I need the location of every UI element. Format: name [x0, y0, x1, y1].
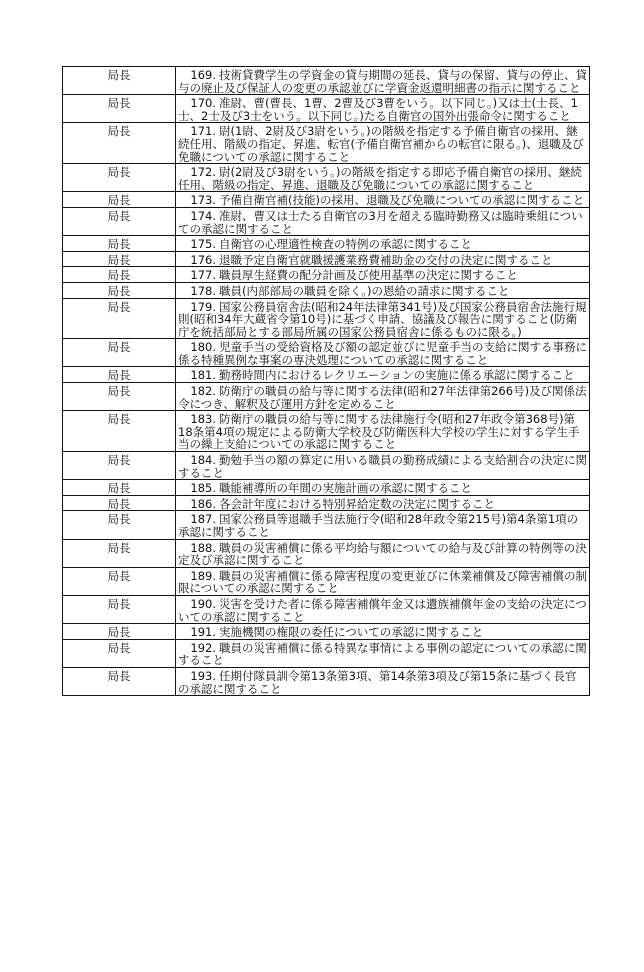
item-cell — [176, 282, 590, 298]
table-row — [63, 282, 590, 298]
table-row — [63, 267, 590, 283]
table-row — [63, 298, 590, 339]
item-text: 尉(2尉及び3尉をいう。)の階級を指定する即応予備自衛官の採用、継続任用、階級の指定、昇進、退職及び免職についての承認に関すること — [178, 165, 582, 192]
item-text: 防衛庁の職員の給与等に関する法律(昭和27年法律第266号)及び関係法令につき、解釈及び運用方針を定めること — [178, 384, 587, 411]
authority-cell: 局長 — [63, 339, 176, 367]
table-row — [63, 192, 590, 208]
authority-cell: 局長 — [63, 383, 176, 411]
authority-cell: 局長 — [63, 624, 176, 640]
item-number: 181. — [190, 368, 216, 383]
item-number: 191. — [190, 625, 216, 640]
table-row — [63, 624, 590, 640]
authority-cell: 局長 — [63, 207, 176, 235]
table-row — [63, 251, 590, 267]
item-cell — [176, 452, 590, 480]
table-row — [63, 207, 590, 235]
authority-cell: 局長 — [63, 192, 176, 208]
item-cell — [176, 567, 590, 595]
item-cell — [176, 639, 590, 667]
item-cell — [176, 595, 590, 623]
item-cell — [176, 624, 590, 640]
item-cell — [176, 236, 590, 252]
item-cell — [176, 367, 590, 383]
item-text: 職員の災害補償に係る障害程度の変更並びに休業補償及び障害補償の制限についての承認に関すること — [178, 568, 587, 596]
authority-cell: 局長 — [63, 67, 176, 95]
item-number: 176. — [190, 252, 216, 267]
table-row — [63, 567, 590, 595]
item-cell — [176, 339, 590, 367]
authority-cell: 局長 — [63, 411, 176, 452]
table-row — [63, 67, 590, 95]
item-number: 189. — [190, 568, 216, 583]
item-number: 169. — [190, 68, 216, 82]
item-text: 勤務時間内におけるレクリエーションの実施に係る承認に関すること — [219, 368, 575, 383]
item-number: 178. — [190, 283, 216, 298]
item-text: 災害を受けた者に係る障害補償年金又は遺族補償年金の支給の決定についての承認に関すること — [178, 596, 587, 624]
item-cell — [176, 95, 590, 123]
item-cell — [176, 164, 590, 192]
item-text: 尉(1尉、2尉及び3尉をいう。)の階級を指定する予備自衛官の採用、継続任用、階級の指定、昇進、転官(予備自衛官補からの転官に限る。)、退職及び免職についての承認に関すること — [178, 124, 584, 164]
authority-cell: 局長 — [63, 367, 176, 383]
table-row — [63, 164, 590, 192]
item-number: 188. — [190, 540, 216, 555]
item-cell — [176, 123, 590, 164]
authority-cell: 局長 — [63, 251, 176, 267]
item-cell — [176, 67, 590, 95]
item-text: 実施機関の権限の委任についての承認に関すること — [219, 625, 484, 640]
item-number: 172. — [190, 165, 216, 180]
item-text: 准尉、曹(曹長、1曹、2曹及び3曹をいう。以下同じ。)又は士(士長、1士、2士及び3士をいう。以下同じ。)たる自衛官の国外出張命令に関すること — [178, 96, 578, 123]
item-number: 170. — [190, 96, 216, 111]
table-body — [63, 67, 590, 696]
item-text: 防衛庁の職員の給与等に関する法律施行令(昭和27年政令第368号)第18条第4項の規定による防衛大学校及び防衛医科大学校の学生に対する学生手当の繰上支給についての承認に関すること — [178, 412, 580, 452]
item-cell — [176, 495, 590, 511]
item-cell — [176, 267, 590, 283]
authority-cell: 局長 — [63, 282, 176, 298]
authority-cell: 局長 — [63, 511, 176, 539]
item-cell — [176, 411, 590, 452]
item-cell — [176, 480, 590, 496]
delegation-table — [62, 66, 590, 696]
item-number: 193. — [190, 668, 216, 683]
table-row — [63, 452, 590, 480]
item-text: 国家公務員宿舎法(昭和24年法律第341号)及び国家公務員宿舎法施行規則(昭和34年大蔵省令第10号)に基づく申請、協議及び報告に関すること(防衛庁を統括部局とする部局所属の国家公務員宿舎に係るものに限る。) — [178, 299, 587, 339]
item-number: 180. — [190, 340, 216, 355]
table-row — [63, 367, 590, 383]
item-text: 各会計年度における特別昇給定数の決定に関すること — [219, 496, 495, 511]
item-text: 自衛官の心理適性検査の特例の承認に関すること — [219, 237, 472, 252]
authority-cell: 局長 — [63, 639, 176, 667]
table-row — [63, 495, 590, 511]
item-text: 准尉、曹又は士たる自衛官の3月を超える臨時勤務又は臨時乗組についての承認に関すること — [178, 208, 583, 236]
item-number: 173. — [190, 193, 216, 208]
item-number: 184. — [190, 453, 216, 468]
table-row — [63, 236, 590, 252]
item-text: 職能補導所の年間の実施計画の承認に関すること — [219, 481, 472, 496]
table-row — [63, 639, 590, 667]
table-row — [63, 411, 590, 452]
item-cell — [176, 251, 590, 267]
table-row — [63, 539, 590, 567]
authority-cell: 局長 — [63, 539, 176, 567]
table-row — [63, 95, 590, 123]
item-text: 職員の災害補償に係る特異な事情による事例の認定についての承認に関すること — [178, 640, 587, 668]
item-number: 175. — [190, 237, 216, 252]
item-cell — [176, 298, 590, 339]
authority-cell: 局長 — [63, 298, 176, 339]
item-text: 職員厚生経費の配分計画及び使用基準の決定に関すること — [219, 268, 518, 283]
item-text: 国家公務員等退職手当法施行令(昭和28年政令第215号)第4条第1項の承認に関すること — [178, 512, 579, 539]
authority-cell: 局長 — [63, 595, 176, 623]
table-row — [63, 511, 590, 539]
authority-cell: 局長 — [63, 267, 176, 283]
item-text: 勤勉手当の額の算定に用いる職員の勤務成績による支給割合の決定に関すること — [178, 453, 587, 480]
item-number: 192. — [190, 640, 216, 655]
item-number: 190. — [190, 596, 216, 611]
table-row — [63, 595, 590, 623]
item-number: 183. — [190, 412, 216, 427]
item-text: 職員の災害補償に係る平均給与額についての給与及び計算の特例等の決定及び承認に関すること — [178, 540, 587, 568]
item-text: 職員(内部部局の職員を除く。)の恩給の請求に関すること — [219, 283, 510, 298]
item-cell — [176, 539, 590, 567]
item-number: 185. — [190, 481, 216, 496]
table-row — [63, 339, 590, 367]
table-row — [63, 480, 590, 496]
table-row — [63, 667, 590, 695]
item-text: 技術貸費学生の学資金の貸与期間の延長、貸与の保留、貸与の停止、貸与の廃止及び保証人の変更の承認並びに学資金返還明細書の指示に関すること — [178, 68, 587, 95]
item-text: 児童手当の受給資格及び額の認定並びに児童手当の支給に関する事務に係る特種異例な事案の専決処理についての承認に関すること — [178, 340, 587, 367]
item-cell — [176, 192, 590, 208]
item-cell — [176, 383, 590, 411]
authority-cell: 局長 — [63, 123, 176, 164]
authority-cell: 局長 — [63, 95, 176, 123]
item-cell — [176, 667, 590, 695]
table-row — [63, 123, 590, 164]
item-text: 予備自衛官補(技能)の採用、退職及び免職についての承認に関すること — [219, 193, 585, 208]
item-number: 186. — [190, 496, 216, 511]
item-number: 174. — [190, 208, 216, 223]
table-row — [63, 383, 590, 411]
item-cell — [176, 511, 590, 539]
item-cell — [176, 207, 590, 235]
authority-cell: 局長 — [63, 236, 176, 252]
item-number: 171. — [190, 124, 216, 139]
item-number: 182. — [190, 384, 216, 399]
authority-cell: 局長 — [63, 567, 176, 595]
authority-cell: 局長 — [63, 667, 176, 695]
item-number: 177. — [190, 268, 216, 283]
item-number: 187. — [190, 512, 216, 527]
authority-cell: 局長 — [63, 164, 176, 192]
item-number: 179. — [190, 299, 216, 314]
authority-cell: 局長 — [63, 495, 176, 511]
item-text: 退職予定自衛官就職援護業務費補助金の交付の決定に関すること — [219, 252, 553, 267]
item-text: 任期付隊員訓令第13条第3項、第14条第3項及び第15条に基づく長官の承認に関すること — [178, 668, 577, 696]
authority-cell: 局長 — [63, 452, 176, 480]
authority-cell: 局長 — [63, 480, 176, 496]
